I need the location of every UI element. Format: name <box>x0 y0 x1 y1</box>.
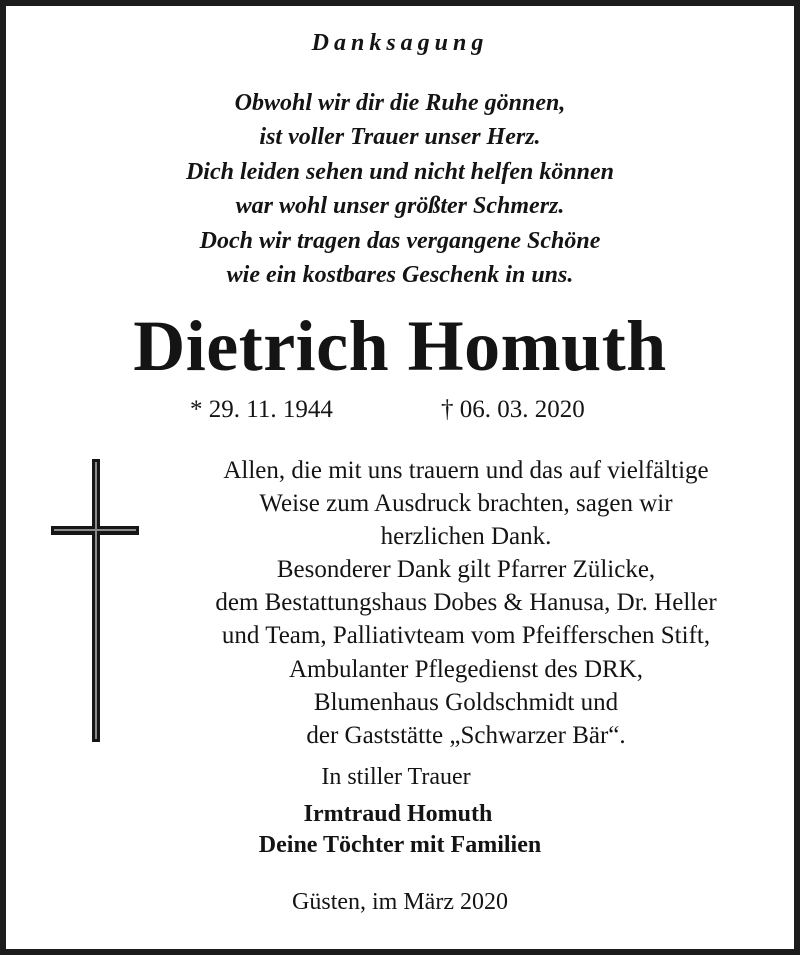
place-date: Güsten, im März 2020 <box>292 889 508 915</box>
thanks-line: und Team, Palliativteam vom Pfeifferschen Stift, <box>221 622 711 650</box>
death-date: † 06. 03. 2020 <box>441 396 585 423</box>
thanks-line: herzlichen Dank. <box>380 523 552 551</box>
poem-line: Doch wir tragen das vergangene Schöne <box>199 227 601 254</box>
poem-line: Dich leiden sehen und nicht helfen können <box>185 158 615 185</box>
signature-widow: Irmtraud Homuth <box>303 801 493 827</box>
thanks-line: Ambulanter Pflegedienst des DRK, <box>288 655 644 683</box>
mourning-phrase: In stiller Trauer <box>321 764 471 790</box>
birth-date: * 29. 11. 1944 <box>190 396 333 423</box>
poem-line: ist voller Trauer unser Herz. <box>259 124 541 151</box>
thanks-line: Weise zum Ausdruck brachten, sagen wir <box>259 490 673 518</box>
poem-line: wie ein kostbares Geschenk in uns. <box>226 262 574 289</box>
poem-line: Obwohl wir dir die Ruhe gönnen, <box>234 90 566 116</box>
thanks-line: Allen, die mit uns trauern und das auf vielfältige <box>223 457 709 484</box>
thanks-line: Blumenhaus Goldschmidt und <box>313 688 619 716</box>
poem-line: war wohl unser größter Schmerz. <box>235 193 565 220</box>
thanks-line: der Gaststätte „Schwarzer Bär“. <box>306 721 626 749</box>
thanks-line: Besonderer Dank gilt Pfarrer Zülicke, <box>276 556 656 584</box>
thanks-text <box>146 454 786 752</box>
notice-heading: Danksagung <box>311 30 489 56</box>
signature-family: Deine Töchter mit Familien <box>258 832 542 858</box>
deceased-name: Dietrich Homuth <box>133 306 667 386</box>
thanks-line: dem Bestattungshaus Dobes & Hanusa, Dr. Heller <box>215 589 717 617</box>
